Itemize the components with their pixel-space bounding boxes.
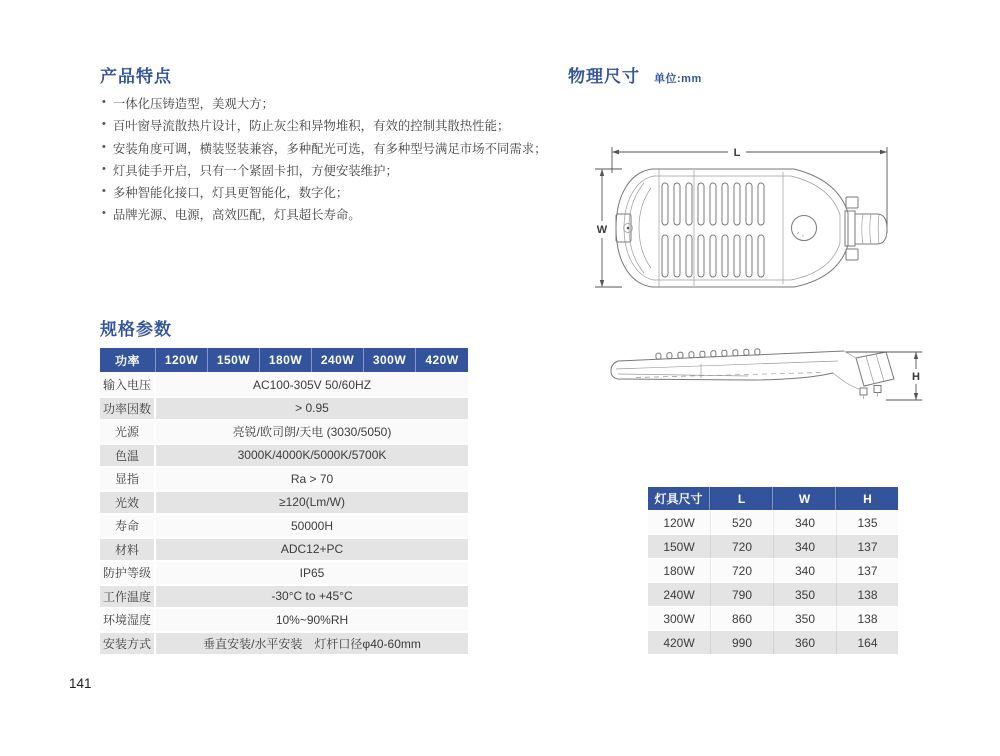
dim-cell: 350 <box>773 607 836 630</box>
dim-cell: 990 <box>710 631 773 654</box>
table-row <box>100 466 468 490</box>
feature-text: 百叶窗导流散热片设计，防止灰尘和异物堆积，有效的控制其散热性能； <box>112 119 510 134</box>
heatsink-vents <box>662 183 764 277</box>
spec-label: 光效 <box>100 492 156 514</box>
l-dimension <box>612 147 887 233</box>
w-label: W <box>596 224 608 236</box>
spec-value: > 0.95 <box>295 401 329 416</box>
dim-cell: 350 <box>773 583 836 606</box>
table-row <box>100 443 468 467</box>
dim-cell: 135 <box>836 511 898 534</box>
table-row <box>648 534 898 558</box>
dim-cell: 420W <box>663 635 695 650</box>
spec-value: 垂直安装/水平安装 灯杆口径φ40-60mm <box>203 636 421 651</box>
spec-label: 色温 <box>100 445 156 467</box>
spec-value: 10%~90%RH <box>275 612 349 627</box>
spec-table <box>100 348 468 654</box>
dim-cell: 790 <box>710 583 773 606</box>
table-row <box>100 631 468 655</box>
dim-cell: 300W <box>663 611 695 626</box>
dim-cell: 240W <box>663 587 695 602</box>
dim-header-cell: H <box>836 487 898 510</box>
dim-cell: 138 <box>836 607 898 630</box>
spec-value: Ra > 70 <box>290 471 334 486</box>
table-row <box>100 396 468 420</box>
spec-value: -30°C to +45°C <box>271 589 353 604</box>
feature-item <box>100 116 570 138</box>
feature-text: 灯具徒手开启，只有一个紧固卡扣，方便安装维护； <box>112 163 398 178</box>
bullet-icon: • <box>102 207 106 220</box>
table-row <box>100 607 468 631</box>
spec-header-cell: 120W <box>156 348 208 372</box>
dim-cell: 120W <box>663 515 695 530</box>
spec-label: 功率因数 <box>100 398 156 420</box>
spec-label: 环境湿度 <box>100 609 156 631</box>
table-row <box>648 582 898 606</box>
page-number: 141 <box>69 676 92 691</box>
feature-text: 安装角度可调，横装竖装兼容，多种配光可选，有多种型号满足市场不同需求； <box>112 141 547 156</box>
pole-mount-arm <box>845 197 887 260</box>
spec-header-cell: 180W <box>260 348 312 372</box>
dimension-table-header <box>648 487 898 510</box>
spec-header-cell: 150W <box>208 348 260 372</box>
dim-cell: 180W <box>663 563 695 578</box>
dim-cell: 340 <box>773 535 836 558</box>
spec-value: IP65 <box>299 565 325 580</box>
dim-cell: 520 <box>710 511 773 534</box>
dim-header-cell: L <box>710 487 773 510</box>
spec-value: ADC12+PC <box>280 542 344 557</box>
spec-label: 寿命 <box>100 515 156 537</box>
dim-cell: 164 <box>836 631 898 654</box>
spec-label: 光源 <box>100 421 156 443</box>
table-row <box>648 558 898 582</box>
spec-value: ≥120(Lm/W) <box>279 495 345 510</box>
table-row <box>100 513 468 537</box>
bullet-icon: • <box>102 96 106 108</box>
features-list <box>100 94 570 228</box>
spec-table-header <box>100 348 468 372</box>
feature-item <box>100 205 570 227</box>
h-dimension <box>846 352 922 400</box>
feature-item <box>100 161 570 183</box>
bullet-icon: • <box>102 185 106 198</box>
spec-value: 50000H <box>290 518 334 533</box>
table-row <box>648 510 898 534</box>
spec-label: 工作温度 <box>100 586 156 608</box>
side-view-drawing <box>588 333 933 438</box>
physical-title: 物理尺寸 <box>568 67 640 86</box>
dim-cell: 860 <box>710 607 773 630</box>
feature-item <box>100 94 570 116</box>
dim-cell: 720 <box>710 535 773 558</box>
dim-cell: 150W <box>663 539 695 554</box>
top-fins <box>656 349 760 360</box>
side-mount-bracket <box>833 351 894 399</box>
specs-title: 规格参数 <box>100 320 172 339</box>
dimension-table <box>648 487 898 654</box>
feature-item <box>100 183 570 205</box>
dim-cell: 720 <box>710 559 773 582</box>
dim-cell: 340 <box>773 559 836 582</box>
luminaire-side-outline <box>611 351 844 380</box>
h-label: H <box>912 371 920 383</box>
bullet-icon: • <box>102 118 106 131</box>
physical-heading <box>568 62 702 87</box>
feature-item <box>100 139 570 161</box>
table-row <box>648 630 898 654</box>
table-row <box>648 606 898 630</box>
spec-value: AC100-305V 50/60HZ <box>252 377 372 392</box>
table-row <box>100 560 468 584</box>
spec-header-cell: 300W <box>364 348 416 372</box>
dim-cell: 137 <box>836 535 898 558</box>
unit-label: 单位:mm <box>654 73 702 85</box>
dim-cell: 137 <box>836 559 898 582</box>
top-view-drawing <box>588 133 908 308</box>
w-dimension <box>595 169 622 287</box>
spec-label: 输入电压 <box>100 374 156 396</box>
table-row <box>100 372 468 396</box>
spec-header-cell: 功率 <box>100 348 156 372</box>
spec-value: 3000K/4000K/5000K/5700K <box>237 448 387 463</box>
dim-header-cell: 灯具尺寸 <box>648 487 710 510</box>
table-row <box>100 537 468 561</box>
table-row <box>100 419 468 443</box>
dim-cell: 340 <box>773 511 836 534</box>
table-row <box>100 584 468 608</box>
dim-header-cell: W <box>773 487 836 510</box>
spec-label: 材料 <box>100 539 156 561</box>
spec-header-cell: 420W <box>425 353 459 367</box>
feature-text: 品牌光源、电源，高效匹配，灯具超长寿命。 <box>112 208 361 223</box>
spec-value: 亮锐/欧司朗/天电 (3030/5050) <box>232 425 392 440</box>
table-row <box>100 490 468 514</box>
photocell-circle <box>792 216 817 241</box>
dim-cell: 360 <box>773 631 836 654</box>
spec-label: 防护等级 <box>100 562 156 584</box>
l-label: L <box>733 147 741 159</box>
spec-label: 显指 <box>100 468 156 490</box>
spec-label: 安装方式 <box>100 633 156 655</box>
luminaire-top-outline <box>616 169 848 287</box>
dim-cell: 138 <box>836 583 898 606</box>
bullet-icon: • <box>102 140 106 153</box>
feature-text: 多种智能化接口，灯具更智能化，数字化； <box>112 186 349 201</box>
features-title: 产品特点 <box>100 67 172 86</box>
spec-header-cell: 240W <box>312 348 364 372</box>
bullet-icon: • <box>102 162 106 175</box>
feature-text: 一体化压铸造型，美观大方； <box>112 97 274 111</box>
